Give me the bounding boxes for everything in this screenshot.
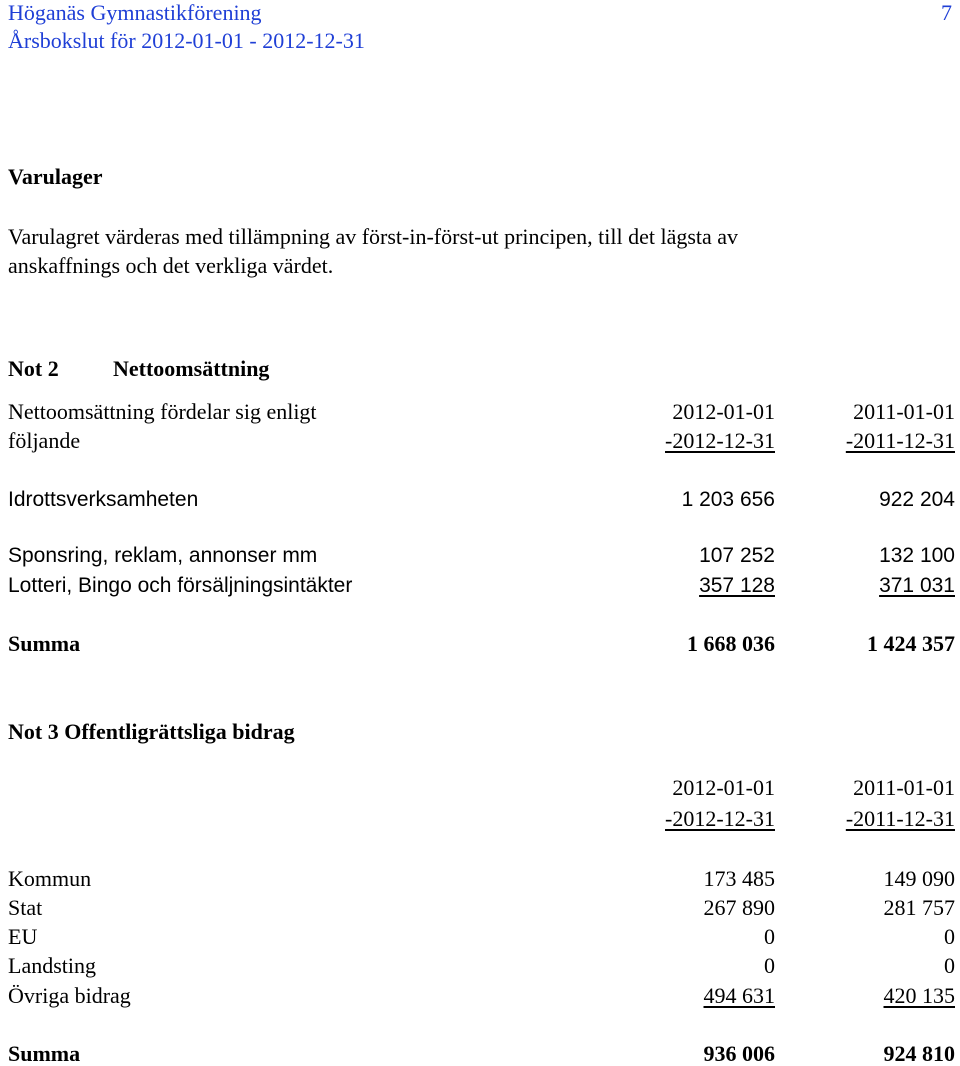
not2-title: Nettoomsättning <box>113 356 270 381</box>
not2-total-2011: 1 424 357 <box>867 631 955 656</box>
not2-row-label: Idrottsverksamheten <box>8 488 199 511</box>
not3-row-value-2011: 281 757 <box>883 895 955 920</box>
not3-row-label: Kommun <box>8 866 92 891</box>
not3-row-value-2012: 0 <box>764 924 775 949</box>
not2-row-value-2012: 357 128 <box>699 574 775 597</box>
not2-number: Not 2 <box>8 356 59 381</box>
not3-total-label: Summa <box>8 1041 81 1066</box>
header-org-name: Höganäs Gymnastikförening <box>8 0 262 25</box>
not2-total-label: Summa <box>8 631 81 656</box>
not3-col2-header-line1: 2011-01-01 <box>853 775 955 800</box>
not3-col1-header-line1: 2012-01-01 <box>672 775 775 800</box>
not3-title: Not 3 Offentligrättsliga bidrag <box>8 719 295 744</box>
not3-row-label: Stat <box>8 895 43 920</box>
page-number: 7 <box>941 0 952 25</box>
not3-row-value-2011: 149 090 <box>883 866 955 891</box>
not2-row-value-2011: 922 204 <box>879 488 955 511</box>
not3-row-label: Övriga bidrag <box>8 983 131 1008</box>
not3-col2-header-line2: -2011-12-31 <box>845 806 955 831</box>
not2-row-label: Lotteri, Bingo och försäljningsintäkter <box>8 574 353 597</box>
not2-row-label: Sponsring, reklam, annonser mm <box>8 544 318 567</box>
varulager-text-line2: anskaffnings och det verkliga värdet. <box>8 253 334 278</box>
not2-intro-line1: Nettoomsättning fördelar sig enligt <box>8 399 317 424</box>
not3-total-2012: 936 006 <box>703 1041 775 1066</box>
not2-col2-header-line1: 2011-01-01 <box>853 399 955 424</box>
not3-row-value-2012: 173 485 <box>703 866 775 891</box>
not2-row-value-2011: 371 031 <box>879 574 955 597</box>
not3-row-value-2012: 0 <box>764 953 775 978</box>
not2-total-2012: 1 668 036 <box>687 631 775 656</box>
not3-row-value-2011: 420 135 <box>883 983 955 1008</box>
not2-row-value-2012: 107 252 <box>699 544 775 567</box>
not3-row-label: EU <box>8 924 38 949</box>
not2-col2-header-line2: -2011-12-31 <box>845 428 955 453</box>
not3-total-2011: 924 810 <box>883 1041 955 1066</box>
header-subtitle: Årsbokslut för 2012-01-01 - 2012-12-31 <box>8 28 365 53</box>
not3-row-value-2012: 494 631 <box>703 983 775 1008</box>
not3-row-value-2011: 0 <box>944 953 955 978</box>
not3-row-value-2011: 0 <box>944 924 955 949</box>
not3-row-value-2012: 267 890 <box>703 895 775 920</box>
varulager-text-line1: Varulagret värderas med tillämpning av först-in-först-ut principen, till det lägsta av <box>8 224 739 249</box>
not2-row-value-2011: 132 100 <box>879 544 955 567</box>
varulager-heading: Varulager <box>8 164 103 189</box>
not3-col1-header-line2: -2012-12-31 <box>665 806 775 831</box>
not2-intro-line2: följande <box>8 428 81 453</box>
not2-col1-header-line1: 2012-01-01 <box>672 399 775 424</box>
not2-row-value-2012: 1 203 656 <box>681 488 775 511</box>
not2-col1-header-line2: -2012-12-31 <box>665 428 775 453</box>
not3-row-label: Landsting <box>8 953 96 978</box>
